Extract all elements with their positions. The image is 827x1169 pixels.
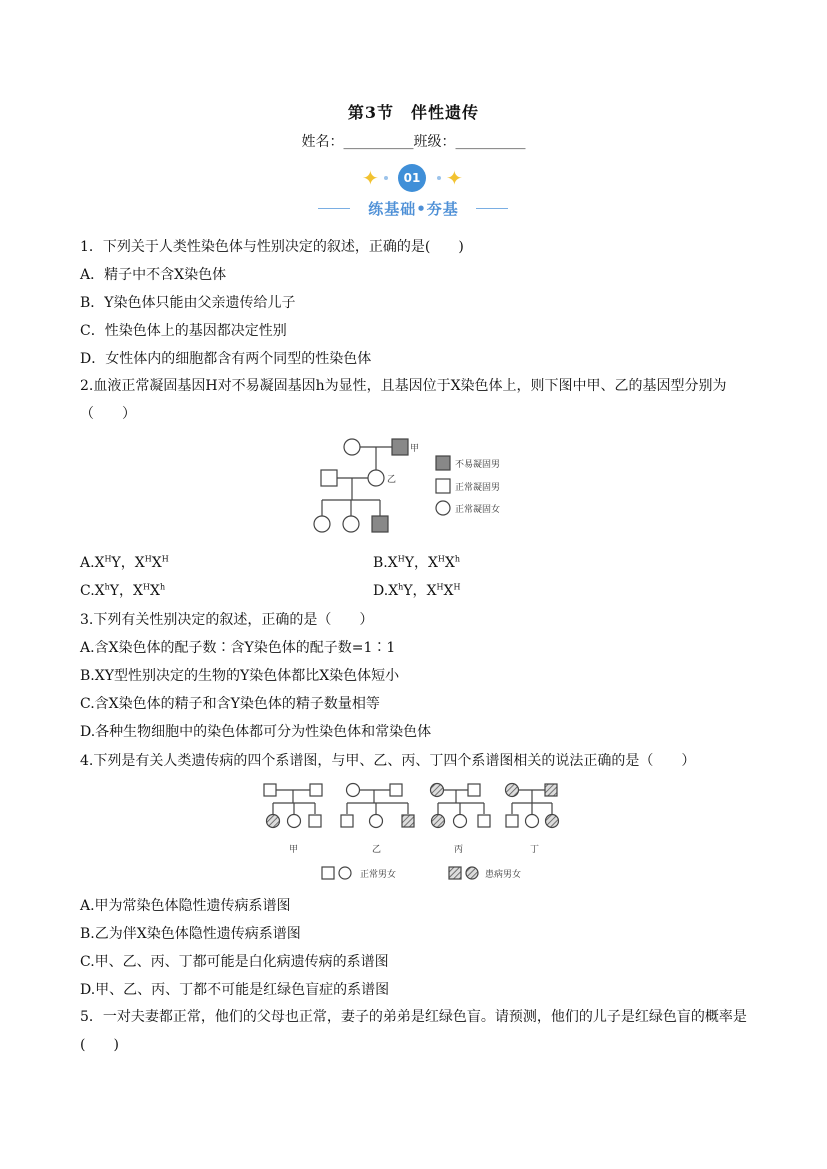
name-label: 姓名：: [301, 134, 344, 150]
pedigree-female-normal: [368, 470, 384, 486]
q2-pedigree-figure: [300, 430, 530, 538]
legend-affected-male-symbol: [449, 867, 461, 879]
legend-affected-male-symbol: [436, 456, 450, 470]
q2-option-a: $A.X^HY$，$X^HX^H$: [80, 554, 169, 571]
label-bing: 丙: [454, 845, 464, 855]
banner-rule-right: [476, 208, 508, 209]
section-banner: 练基础•夯基: [368, 200, 459, 218]
q5-stem: 5．一对夫妻都正常，他们的父母也正常，妻子的弟弟是红绿色盲。请预测，他们的儿子是红绿色盲的概率是( ): [80, 1009, 747, 1053]
dot-decoration: [437, 176, 441, 180]
pedigree-male-affected: [372, 516, 388, 532]
legend-affected-female-symbol: [466, 867, 478, 879]
class-blank[interactable]: __________: [455, 134, 526, 150]
q4-option-a: A.甲为常染色体隐性遗传病系谱图: [80, 898, 291, 914]
q3-option-c: C.含X染色体的精子和含Y染色体的精子数量相等: [80, 696, 380, 712]
pedigree-male-affected: [392, 439, 408, 455]
name-blank[interactable]: __________: [343, 134, 414, 150]
pedigree-ding: [506, 784, 559, 828]
pedigree-bing: [431, 784, 491, 828]
label-yi: 乙: [372, 845, 382, 855]
page-title: 第3节 伴性遗传: [347, 103, 480, 122]
q1-stem: 1．下列关于人类性染色体与性别决定的叙述，正确的是( ): [80, 239, 464, 255]
pedigree-female-normal: [343, 516, 359, 532]
q2-option-c: $C.X^hY$，$X^HX^h$: [80, 582, 166, 599]
q4-stem: 4.下列是有关人类遗传病的四个系谱图，与甲、乙、丙、丁四个系谱图相关的说法正确的是（ ）: [80, 753, 696, 769]
q2-stem: 2.血液正常凝固基因H对不易凝固基因h为显性，且基因位于X染色体上，则下图中甲、乙的基因型分别为（ ）: [80, 378, 727, 422]
q4-option-b: B.乙为伴X染色体隐性遗传病系谱图: [80, 926, 301, 942]
legend-normal-male: 正常凝固男: [455, 483, 501, 493]
q1-option-c: C．性染色体上的基因都决定性别: [80, 323, 287, 339]
q3-option-b: B.XY型性别决定的生物的Y染色体都比X染色体短小: [80, 668, 400, 684]
q4-option-d: D.甲、乙、丙、丁都不可能是红绿色盲症的系谱图: [80, 982, 390, 998]
label-jia: 甲: [289, 845, 299, 855]
q2-option-b: $B.X^HY$，$X^HX^h$: [373, 554, 461, 571]
legend-normal-female-symbol: [339, 867, 351, 879]
legend-normal: 正常男女: [360, 870, 397, 880]
dot-decoration: [384, 176, 388, 180]
class-label: 班级：: [413, 134, 456, 150]
legend-normal-male-symbol: [322, 867, 334, 879]
legend-normal-male-symbol: [436, 479, 450, 493]
pedigree-male-normal: [321, 470, 337, 486]
pedigree-jia: [264, 784, 322, 828]
section-badge: 01: [398, 164, 426, 192]
q1-option-d: D．女性体内的细胞都含有两个同型的性染色体: [80, 351, 372, 367]
legend-affected-male: 不易凝固男: [455, 460, 501, 470]
q4-pedigree-figure: [256, 776, 566, 886]
q3-stem: 3.下列有关性别决定的叙述，正确的是（ ）: [80, 612, 374, 628]
star-icon: ✦: [362, 166, 379, 190]
name-class-line: [0, 131, 827, 151]
q2-option-d: $D.X^hY$，$X^HX^H$: [373, 582, 461, 599]
legend-affected: 患病男女: [485, 870, 522, 880]
pedigree-female-normal: [314, 516, 330, 532]
legend-normal-female: 正常凝固女: [455, 505, 501, 515]
q1-option-b: B．Y染色体只能由父亲遗传给儿子: [80, 295, 296, 311]
q1-option-a: A．精子中不含X染色体: [80, 267, 227, 283]
label-jia: 甲: [410, 444, 420, 454]
q3-option-a: A.含X染色体的配子数∶含Y染色体的配子数=1∶1: [80, 640, 396, 656]
label-ding: 丁: [530, 845, 540, 855]
star-icon: ✦: [446, 166, 463, 190]
label-yi: 乙: [387, 475, 397, 485]
q4-option-c: C.甲、乙、丙、丁都可能是白化病遗传病的系谱图: [80, 954, 389, 970]
q3-option-d: D.各种生物细胞中的染色体都可分为性染色体和常染色体: [80, 724, 432, 740]
pedigree-female-normal: [344, 439, 360, 455]
legend-normal-female-symbol: [436, 501, 450, 515]
pedigree-yi: [341, 784, 414, 828]
